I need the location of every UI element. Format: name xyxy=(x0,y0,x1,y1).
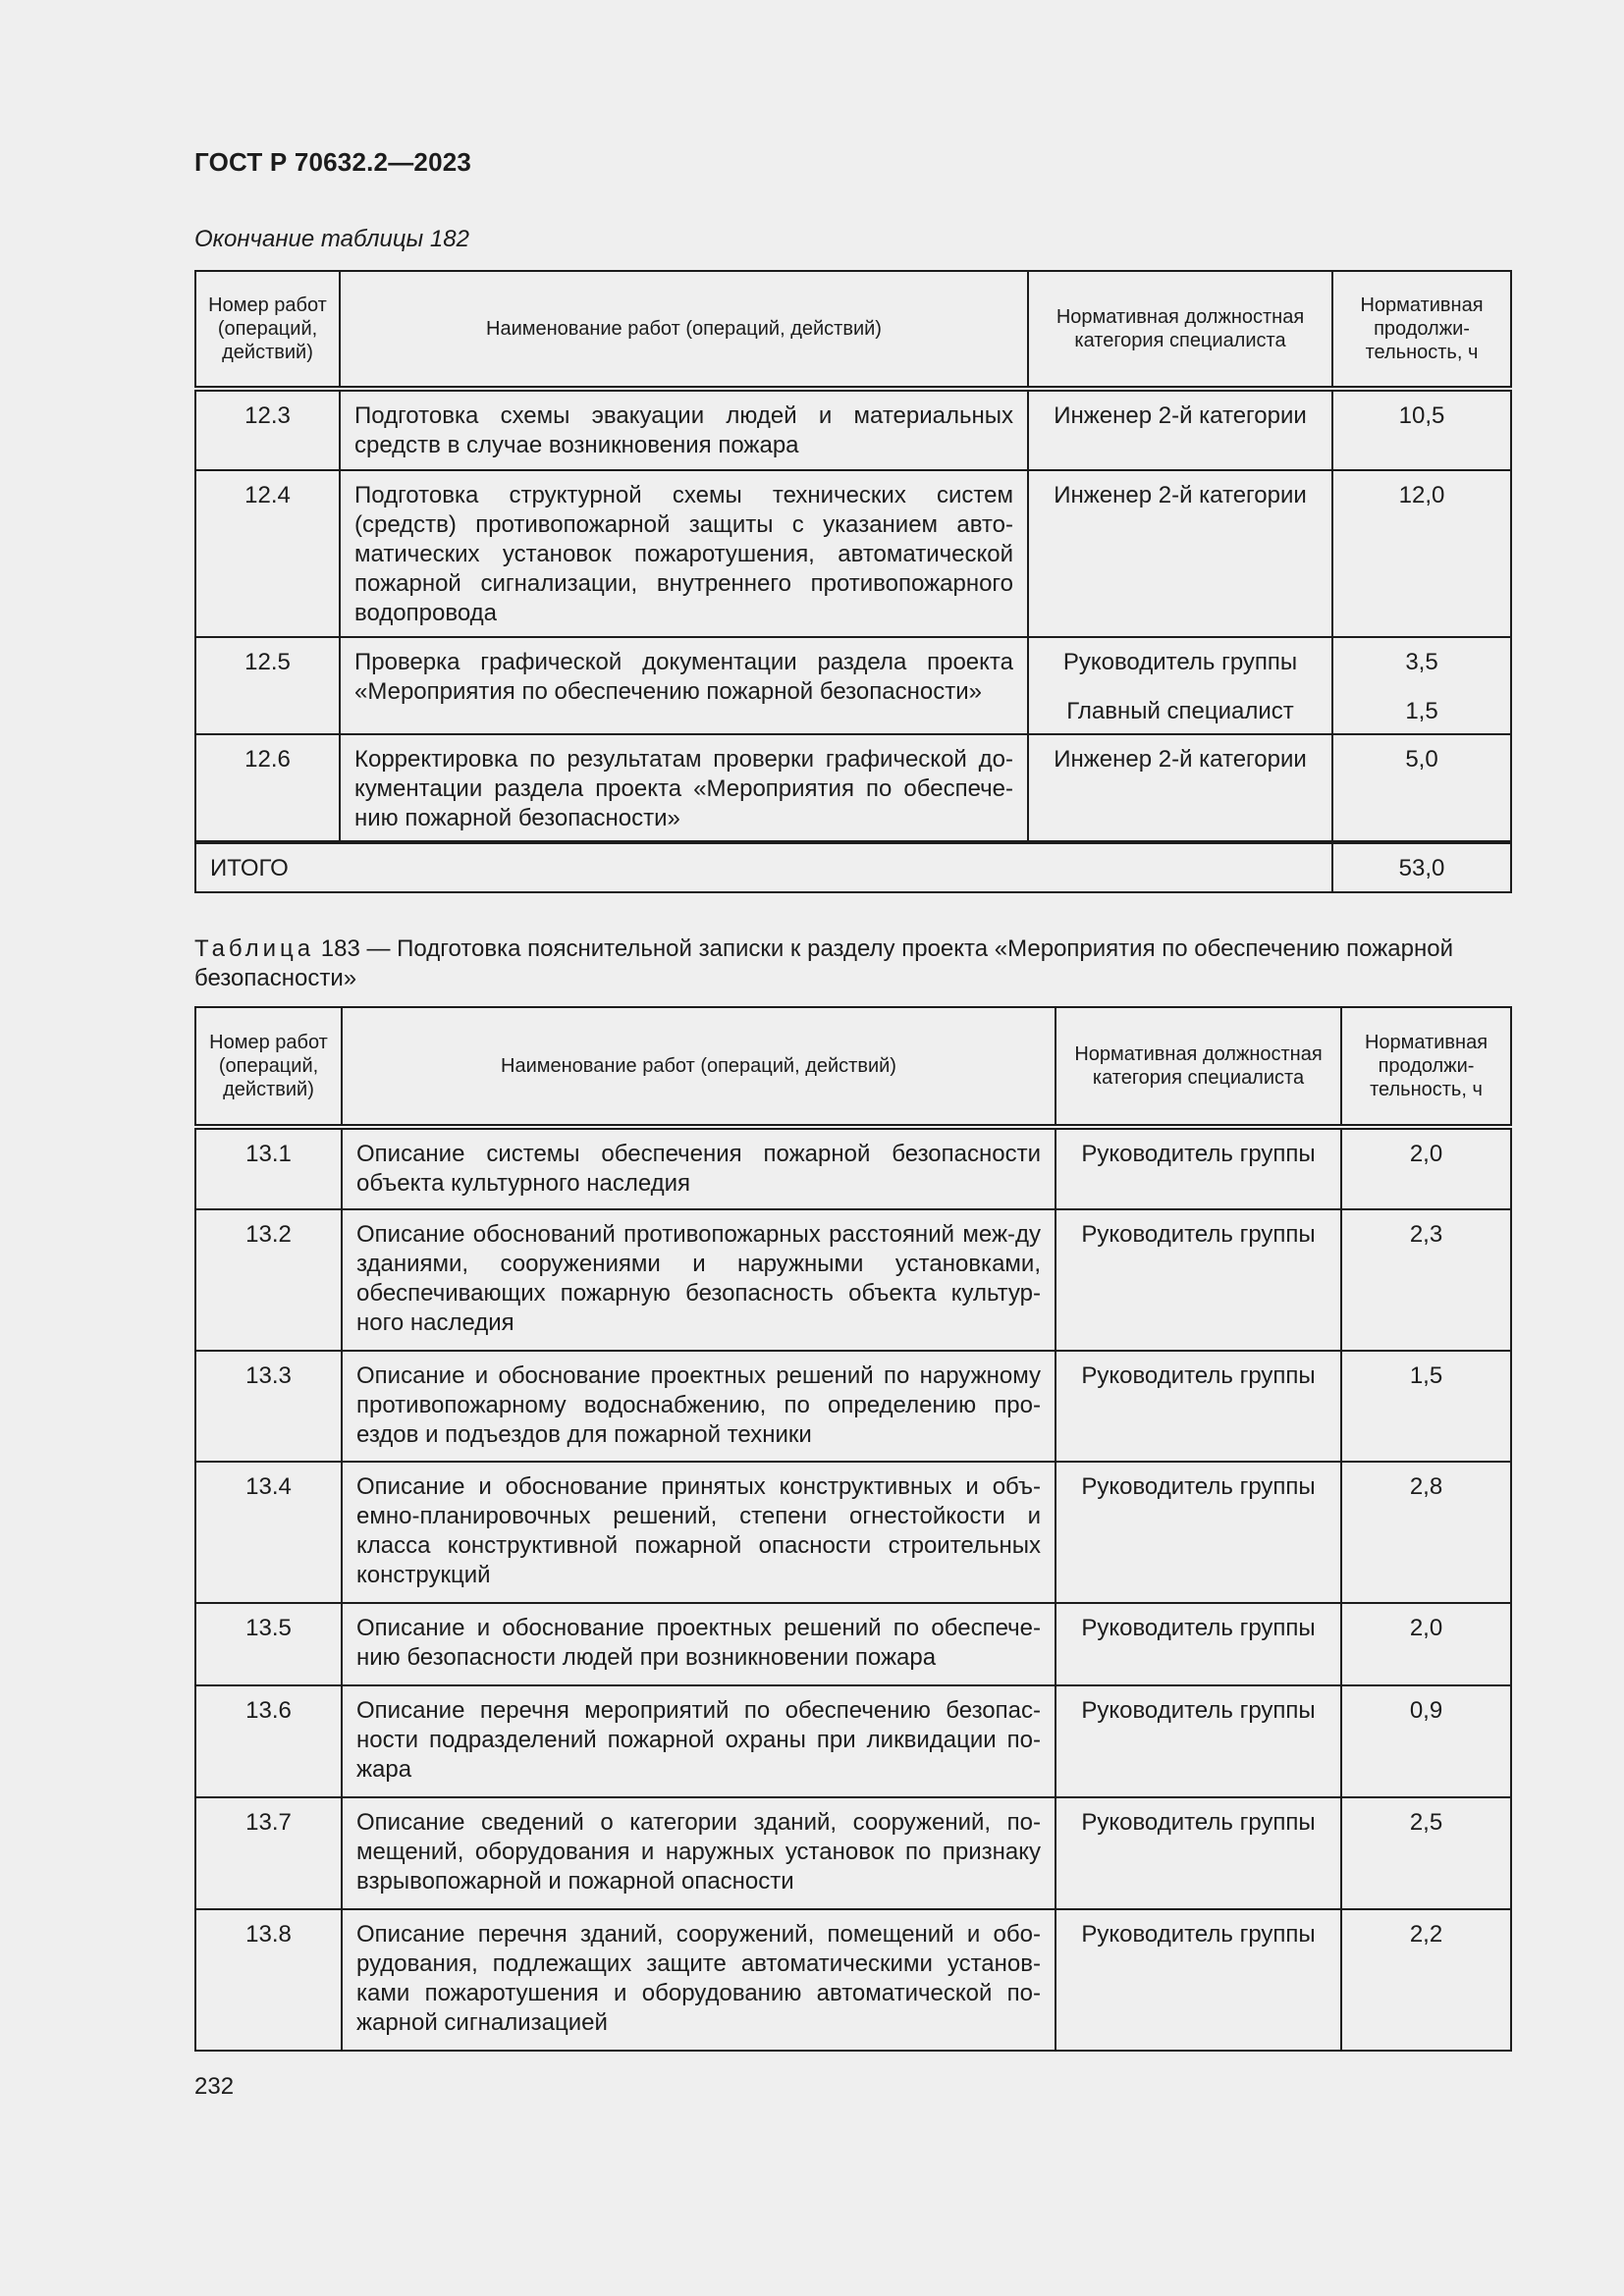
row-work-name: Описание и обоснование проектных решений по наружному противопожарному водоснабжению, по определению про-ездов и подъездов для пожарной техники xyxy=(342,1351,1056,1462)
row-duration: 1,5 xyxy=(1341,1351,1511,1462)
table-182-continuation-title: Окончание таблицы 182 xyxy=(194,226,469,252)
row-duration: 10,5 xyxy=(1332,389,1511,470)
row-work-name: Описание перечня мероприятий по обеспечению безопас-ности подразделений пожарной охраны при ликвидации по-жара xyxy=(342,1685,1056,1797)
table-row xyxy=(195,1685,1511,1797)
row-work-name: Описание сведений о категории зданий, сооружений, по-мещений, оборудования и наружных установок по признаку взрывопожарной и пожарной опасности xyxy=(342,1797,1056,1909)
row-number: 12.6 xyxy=(195,734,340,842)
row-category: Руководитель группы xyxy=(1056,1462,1341,1603)
table-row xyxy=(195,1909,1511,2051)
table-183-caption xyxy=(194,934,1510,993)
row-category-cell xyxy=(1028,637,1332,734)
row-category: Руководитель группы xyxy=(1056,1209,1341,1351)
total-row xyxy=(195,842,1511,892)
table-row xyxy=(195,389,1511,470)
row-number: 12.3 xyxy=(195,389,340,470)
row-category: Руководитель группы xyxy=(1056,1909,1341,2051)
row-category: Инженер 2-й категории xyxy=(1028,470,1332,637)
row-duration: 2,2 xyxy=(1341,1909,1511,2051)
table-label: Таблица xyxy=(194,935,315,962)
row-category: Руководитель группы xyxy=(1062,649,1298,675)
table-row xyxy=(195,1351,1511,1462)
row-duration: 2,3 xyxy=(1341,1209,1511,1351)
row-duration: 2,8 xyxy=(1341,1462,1511,1603)
row-number: 13.4 xyxy=(195,1462,342,1603)
table-row xyxy=(195,1797,1511,1909)
column-header-duration: Нормативная продолжи-тельность, ч xyxy=(1332,271,1511,389)
row-category: Руководитель группы xyxy=(1056,1127,1341,1209)
row-number: 12.5 xyxy=(195,637,340,734)
row-duration: 5,0 xyxy=(1332,734,1511,842)
table-row xyxy=(195,1209,1511,1351)
row-duration: 3,5 xyxy=(1405,649,1438,675)
row-work-name: Описание и обоснование проектных решений по обеспече-нию безопасности людей при возникновении пожара xyxy=(342,1603,1056,1685)
table-row xyxy=(195,637,1511,734)
column-header-number: Номер работ (операций, действий) xyxy=(195,271,340,389)
row-duration: 0,9 xyxy=(1341,1685,1511,1797)
table-row xyxy=(195,734,1511,842)
row-work-name: Описание и обоснование принятых конструктивных и объ-емно-планировочных решений, степени огнестойкости и класса конструктивной пожарной опасности строительных конструкций xyxy=(342,1462,1056,1603)
table-182 xyxy=(194,270,1512,893)
row-number: 13.7 xyxy=(195,1797,342,1909)
table-header-row xyxy=(195,1007,1511,1127)
column-header-name: Наименование работ (операций, действий) xyxy=(342,1007,1056,1127)
row-category: Инженер 2-й категории xyxy=(1028,734,1332,842)
row-work-name: Подготовка структурной схемы технических систем (средств) противопожарной защиты с указанием авто-матических установок пожаротушения, автоматической пожарной сигнализации, внутреннего противопожарного водопровода xyxy=(340,470,1028,637)
row-duration: 1,5 xyxy=(1405,698,1438,724)
row-work-name: Описание обоснований противопожарных расстояний меж-ду зданиями, сооружениями и наружными установками, обеспечивающих пожарную безопасность объекта культур-ного наследия xyxy=(342,1209,1056,1351)
row-duration: 2,0 xyxy=(1341,1127,1511,1209)
table-row xyxy=(195,1127,1511,1209)
table-header-row xyxy=(195,271,1511,389)
row-work-name: Корректировка по результатам проверки графической до-кументации раздела проекта «Мероприятия по обеспече-нию пожарной безопасности» xyxy=(340,734,1028,842)
row-number: 13.8 xyxy=(195,1909,342,2051)
table-row xyxy=(195,1462,1511,1603)
column-header-number: Номер работ (операций, действий) xyxy=(195,1007,342,1127)
column-header-name: Наименование работ (операций, действий) xyxy=(340,271,1028,389)
column-header-category: Нормативная должностная категория специалиста xyxy=(1056,1007,1341,1127)
total-value: 53,0 xyxy=(1332,842,1511,892)
row-number: 13.3 xyxy=(195,1351,342,1462)
row-number: 13.6 xyxy=(195,1685,342,1797)
table-row xyxy=(195,470,1511,637)
row-number: 13.2 xyxy=(195,1209,342,1351)
row-duration: 12,0 xyxy=(1332,470,1511,637)
page-number: 232 xyxy=(194,2073,235,2100)
row-number: 12.4 xyxy=(195,470,340,637)
row-duration: 2,0 xyxy=(1341,1603,1511,1685)
document-header: ГОСТ Р 70632.2—2023 xyxy=(194,147,472,177)
table-183 xyxy=(194,1006,1512,2052)
row-duration-cell xyxy=(1332,637,1511,734)
row-number: 13.5 xyxy=(195,1603,342,1685)
row-work-name: Проверка графической документации раздела проекта «Мероприятия по обеспечению пожарной безопасности» xyxy=(340,637,1028,734)
column-header-duration: Нормативная продолжи-тельность, ч xyxy=(1341,1007,1511,1127)
total-label: ИТОГО xyxy=(195,842,1332,892)
row-work-name: Описание системы обеспечения пожарной безопасности объекта культурного наследия xyxy=(342,1127,1056,1209)
row-number: 13.1 xyxy=(195,1127,342,1209)
row-category: Инженер 2-й категории xyxy=(1028,389,1332,470)
row-category: Руководитель группы xyxy=(1056,1685,1341,1797)
table-row xyxy=(195,1603,1511,1685)
row-work-name: Подготовка схемы эвакуации людей и материальных средств в случае возникновения пожара xyxy=(340,389,1028,470)
row-category: Руководитель группы xyxy=(1056,1797,1341,1909)
column-header-category: Нормативная должностная категория специалиста xyxy=(1028,271,1332,389)
table-title: 183 — Подготовка пояснительной записки к разделу проекта «Мероприятия по обеспечению пожарной безопасности» xyxy=(194,935,1453,991)
row-category: Руководитель группы xyxy=(1056,1603,1341,1685)
row-category: Руководитель группы xyxy=(1056,1351,1341,1462)
row-category: Главный специалист xyxy=(1066,698,1294,724)
row-work-name: Описание перечня зданий, сооружений, помещений и обо-рудования, подлежащих защите автоматическими установ-ками пожаротушения и оборудованию автоматической по-жарной сигнализацией xyxy=(342,1909,1056,2051)
row-duration: 2,5 xyxy=(1341,1797,1511,1909)
